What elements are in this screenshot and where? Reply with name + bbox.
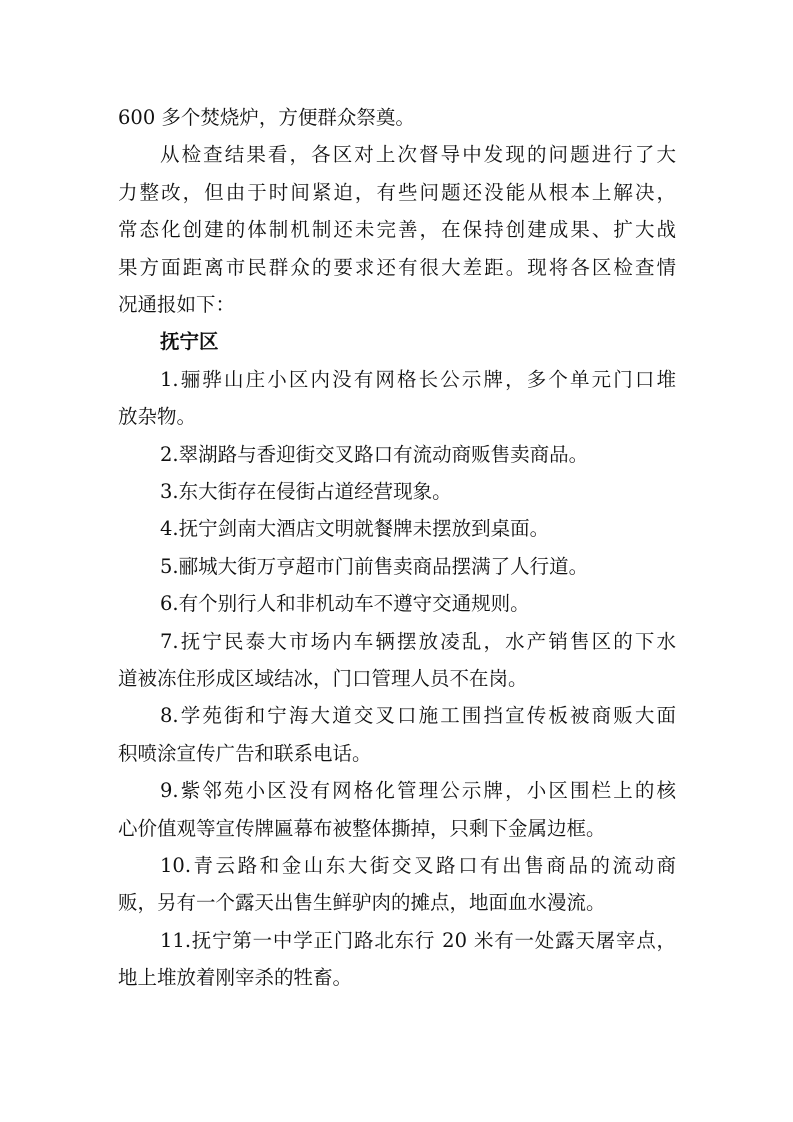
text-line: 抚宁区 <box>160 330 219 354</box>
text-line: 力整改，但由于时间紧迫，有些问题还没能从根本上解决， <box>118 180 676 204</box>
text-line: 10.青云路和金山东大街交叉路口有出售商品的流动商 <box>160 854 676 877</box>
text-line: 贩，另有一个露天出售生鲜驴肉的摊点，地面血水漫流。 <box>118 891 606 915</box>
text-line: 积喷涂宣传广告和联系电话。 <box>118 741 372 765</box>
text-line: 况通报如下： <box>118 293 236 316</box>
text-line: 7.抚宁民泰大市场内车辆摆放凌乱，水产销售区的下水 <box>160 629 676 653</box>
text-line: 从检查结果看，各区对上次督导中发现的问题进行了大 <box>160 143 676 167</box>
text-line: 600 多个焚烧炉，方便群众祭奠。 <box>118 106 415 129</box>
text-line: 5.郦城大街万亨超市门前售卖商品摆满了人行道。 <box>160 554 589 578</box>
text-line: 4.抚宁剑南大酒店文明就餐牌未摆放到桌面。 <box>160 517 550 541</box>
text-line: 3.东大街存在侵街占道经营现象。 <box>160 480 452 503</box>
text-line: 6.有个别行人和非机动车不遵守交通规则。 <box>160 592 530 616</box>
text-line: 果方面距离市民群众的要求还有很大差距。现将各区检查情 <box>118 255 676 279</box>
text-line: 道被冻住形成区域结冰，门口管理人员不在岗。 <box>118 667 528 690</box>
text-line: 2.翠湖路与香迎街交叉路口有流动商贩售卖商品。 <box>160 442 589 466</box>
text-line: 11.抚宁第一中学正门路北东行 20 米有一处露天屠宰点， <box>160 928 676 952</box>
text-line: 1.骊骅山庄小区内没有网格长公示牌，多个单元门口堆 <box>160 367 676 391</box>
text-line: 地上堆放着刚宰杀的牲畜。 <box>118 966 353 990</box>
text-line: 9.紫邻苑小区没有网格化管理公示牌，小区围栏上的核 <box>160 779 676 803</box>
text-line: 心价值观等宣传牌匾幕布被整体撕掉，只剩下金属边框。 <box>118 816 606 840</box>
text-line: 放杂物。 <box>118 405 197 429</box>
text-line: 常态化创建的体制机制还未完善，在保持创建成果、扩大战 <box>118 218 676 242</box>
text-line: 8.学苑街和宁海大道交叉口施工围挡宣传板被商贩大面 <box>160 704 676 728</box>
